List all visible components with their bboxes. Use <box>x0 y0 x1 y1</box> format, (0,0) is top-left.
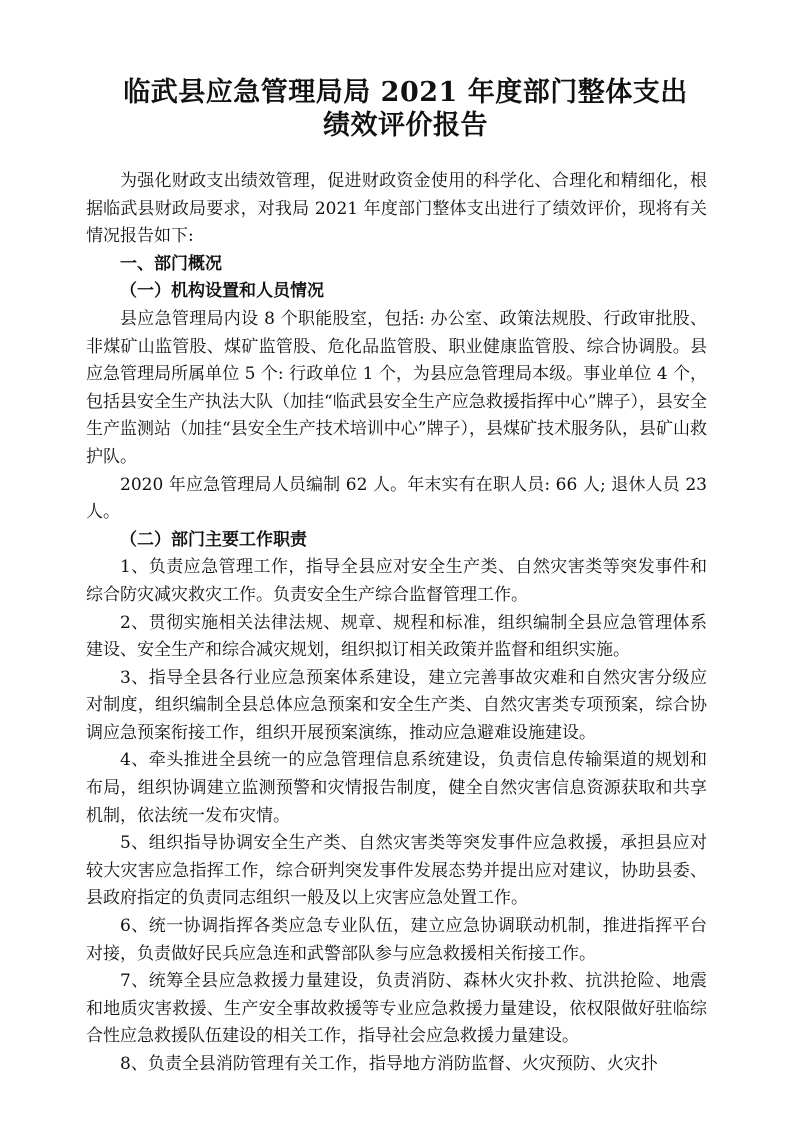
intro-paragraph: 为强化财政支出绩效管理，促进财政资金使用的科学化、合理化和精细化，根据临武县财政局要求，对我局 2021 年度部门整体支出进行了绩效评价，现将有关情况报告如下: <box>86 171 707 247</box>
section-heading-overview: 一、部门概况 <box>120 253 222 274</box>
subsection-heading-organization: （一）机构设置和人员情况 <box>120 281 324 302</box>
duty-item: 6、统一协调指挥各类应急专业队伍，建立应急协调联动机制，推进指挥平台对接，负责做好民兵应急连和武警部队参与应急救援相关衔接工作。 <box>86 916 707 964</box>
duty-item: 3、指导全县各行业应急预案体系建设，建立完善事故灾难和自然灾害分级应对制度，组织编制全县总体应急预案和安全生产类、自然灾害类专项预案，综合协调应急预案衔接工作，组织开展预案演练，推动应急避难设施建设。 <box>86 667 707 743</box>
duty-item: 1、负责应急管理工作，指导全县应对安全生产类、自然灾害类等突发事件和综合防灾减灾救灾工作。负责安全生产综合监督管理工作。 <box>86 557 707 605</box>
document-title <box>86 76 707 142</box>
subsection-heading-duties: （二）部门主要工作职责 <box>120 529 307 550</box>
duty-item: 2、贯彻实施相关法律法规、规章、规程和标准，组织编制全县应急管理体系建设、安全生产和综合减灾规划，组织拟订相关政策并监督和组织实施。 <box>86 612 707 661</box>
staffing-paragraph: 2020 年应急管理局人员编制 62 人。年末实有在职人员: 66 人; 退休人员 23 人。 <box>86 474 707 523</box>
title-line-2: 绩效评价报告 <box>323 110 488 141</box>
title-line-1: 临武县应急管理局局 2021 年度部门整体支出 <box>123 77 688 108</box>
duty-item: 8、负责全县消防管理有关工作，指导地方消防监督、火灾预防、火灾扑 <box>120 1054 658 1074</box>
duty-item: 7、统筹全县应急救援力量建设，负责消防、森林火灾扑救、抗洪抢险、地震和地质灾害救援、生产安全事故救援等专业应急救援力量建设，依权限做好驻临综合性应急救援队伍建设的相关工作，指导社会应急救援力量建设。 <box>86 971 707 1047</box>
duty-item: 4、牵头推进全县统一的应急管理信息系统建设，负责信息传输渠道的规划和布局，组织协调建立监测预警和灾情报告制度，健全自然灾害信息资源获取和共享机制，依法统一发布灾情。 <box>86 750 707 826</box>
duties-list <box>86 554 707 1078</box>
organization-paragraph: 县应急管理局内设 8 个职能股室，包括: 办公室、政策法规股、行政审批股、非煤矿山监管股、煤矿监管股、危化品监管股、职业健康监管股、综合协调股。县应急管理局所属单位 5 个: 行政单位 1 个，为县应急管理局本级。事业单位 4 个，包括县安全生产执法大队（加挂“临武县安全生产应急救援指挥中心”牌子），县安全生产监测站（加挂“县安全生产技术培训中心”牌子），县煤矿技术服务队，县矿山救护队。 <box>86 308 707 467</box>
duty-item: 5、组织指导协调安全生产类、自然灾害类等突发事件应急救援，承担县应对较大灾害应急指挥工作，综合研判突发事件发展态势并提出应对建议，协助县委、县政府指定的负责同志组织一般及以上灾害应急处置工作。 <box>86 833 707 909</box>
